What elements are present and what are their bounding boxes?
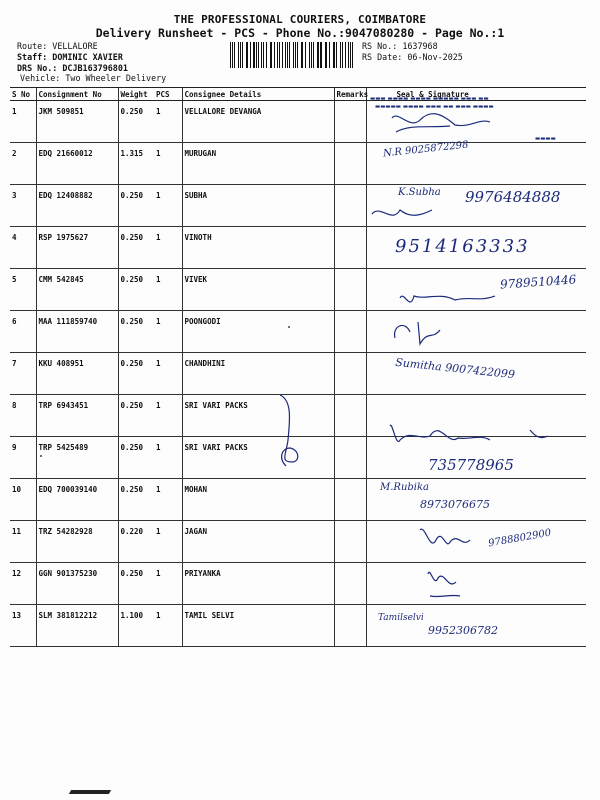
- cell-consignment: GGN 901375230: [36, 563, 118, 605]
- hw-row13-phone: 9952306782: [428, 624, 498, 637]
- cell-remarks: [334, 395, 366, 437]
- barcode-bar: [242, 42, 243, 68]
- hw-row11: 9788802900: [487, 527, 553, 550]
- cell-remarks: [334, 353, 366, 395]
- cell-consignment: EDQ 12408882: [36, 185, 118, 227]
- cell-remarks: [334, 521, 366, 563]
- cell-remarks: [334, 605, 366, 647]
- cell-pcs: 1: [154, 479, 182, 521]
- barcode-bar: [238, 42, 239, 68]
- cell-pcs: 1: [154, 269, 182, 311]
- cell-consignment: SLM 381812212: [36, 605, 118, 647]
- cell-weight: 0.250: [118, 437, 154, 479]
- hw-row10-phone: 735778965: [428, 456, 514, 474]
- col-signature: Seal & Signature: [366, 88, 586, 101]
- cell-weight: 0.250: [118, 227, 154, 269]
- cell-pcs: 1: [154, 143, 182, 185]
- barcode-bar: [261, 42, 262, 68]
- cell-weight: 0.250: [118, 395, 154, 437]
- cell-signature: [366, 521, 586, 563]
- cell-sno: 11: [10, 521, 36, 563]
- cell-sno: 10: [10, 479, 36, 521]
- barcode-bar: [352, 42, 353, 68]
- cell-remarks: [334, 437, 366, 479]
- drs-label: DRS No.: DCJB163796801: [17, 63, 128, 73]
- cell-remarks: [334, 143, 366, 185]
- cell-sno: 12: [10, 563, 36, 605]
- cell-consignment: TRP 6943451: [36, 395, 118, 437]
- cell-consignee: SRI VARI PACKS: [182, 437, 334, 479]
- cell-weight: 0.250: [118, 563, 154, 605]
- cell-consignment: TRP 5425489: [36, 437, 118, 479]
- cell-sno: 2: [10, 143, 36, 185]
- barcode-bar: [326, 42, 327, 68]
- barcode-bar: [302, 42, 303, 68]
- table-row: [10, 479, 586, 521]
- barcode-bar: [274, 42, 275, 68]
- hw-row10-number: 8973076675: [420, 498, 490, 511]
- cell-consignee: CHANDHINI: [182, 353, 334, 395]
- cell-consignee: JAGAN: [182, 521, 334, 563]
- cell-weight: 0.250: [118, 185, 154, 227]
- barcode: [230, 42, 356, 68]
- runsheet-subtitle: Delivery Runsheet - PCS - Phone No.:9047080280 - Page No.:1: [95, 26, 505, 40]
- seal-stamp-line2: ▬▬▬▬▬ ▬▬▬▬ ▬▬▬ ▬▬ ▬▬▬ ▬▬▬▬: [375, 104, 494, 110]
- hw-row4-phone: 9514163333: [395, 236, 530, 257]
- cell-remarks: [334, 185, 366, 227]
- cell-sno: 8: [10, 395, 36, 437]
- cell-weight: 0.250: [118, 101, 154, 143]
- footer-mark: [69, 790, 111, 794]
- barcode-bar: [305, 42, 306, 68]
- cell-consignment: JKM 509851: [36, 101, 118, 143]
- table-row: [10, 311, 586, 353]
- cell-remarks: [334, 227, 366, 269]
- cell-consignee: MOHAN: [182, 479, 334, 521]
- hw-row3-phone: 9976484888: [465, 188, 561, 206]
- cell-consignment: MAA 111859740: [36, 311, 118, 353]
- cell-consignment: TRZ 54282928: [36, 521, 118, 563]
- cell-consignee: VELLALORE DEVANGA: [182, 101, 334, 143]
- table-row: [10, 605, 586, 647]
- cell-sno: 7: [10, 353, 36, 395]
- cell-consignee: VINOTH: [182, 227, 334, 269]
- barcode-bar: [250, 42, 251, 68]
- cell-sno: 3: [10, 185, 36, 227]
- cell-pcs: 1: [154, 605, 182, 647]
- table-row: [10, 563, 586, 605]
- cell-consignee: SRI VARI PACKS: [182, 395, 334, 437]
- company-title: THE PROFESSIONAL COURIERS, COIMBATORE: [173, 13, 427, 26]
- hw-row2: N.R 9025872298: [382, 139, 469, 160]
- col-weight: Weight: [118, 88, 154, 101]
- cell-pcs: 1: [154, 563, 182, 605]
- table-header-row: [10, 88, 586, 101]
- cell-signature: [366, 311, 586, 353]
- cell-weight: 1.100: [118, 605, 154, 647]
- cell-pcs: 1: [154, 521, 182, 563]
- barcode-bar: [253, 42, 254, 68]
- col-pcs: PCS: [154, 88, 182, 101]
- cell-sno: 9: [10, 437, 36, 479]
- col-consignee: Consignee Details: [182, 88, 334, 101]
- cell-weight: 0.220: [118, 521, 154, 563]
- barcode-bar: [297, 42, 298, 68]
- cell-remarks: [334, 563, 366, 605]
- rs-date: RS Date: 06-Nov-2025: [362, 52, 463, 62]
- hw-row10-name: M.Rubika: [380, 482, 430, 493]
- barcode-bar: [285, 42, 286, 68]
- cell-consignee: PRIYANKA: [182, 563, 334, 605]
- cell-weight: 0.250: [118, 353, 154, 395]
- vehicle-label: Vehicle: Two Wheeler Delivery: [20, 73, 167, 83]
- cell-pcs: 1: [154, 311, 182, 353]
- barcode-bar: [340, 42, 341, 68]
- table-row: [10, 395, 586, 437]
- cell-sno: 1: [10, 101, 36, 143]
- cell-remarks: [334, 311, 366, 353]
- seal-stamp-mark: ▬▬▬▬: [535, 136, 556, 142]
- cell-pcs: 1: [154, 437, 182, 479]
- col-consignment: Consignment No: [36, 88, 118, 101]
- cell-consignee: SUBHA: [182, 185, 334, 227]
- cell-pcs: 1: [154, 185, 182, 227]
- cell-signature: [366, 395, 586, 437]
- cell-remarks: [334, 101, 366, 143]
- ink-dot: [40, 455, 42, 457]
- hw-row7: Sumitha 9007422099: [394, 355, 516, 382]
- cell-sno: 5: [10, 269, 36, 311]
- rs-number: RS No.: 1637968: [362, 41, 438, 51]
- barcode-bar: [348, 42, 349, 68]
- barcode-bar: [277, 42, 278, 68]
- cell-sno: 4: [10, 227, 36, 269]
- cell-sno: 13: [10, 605, 36, 647]
- table-row: [10, 101, 586, 143]
- cell-consignment: RSP 1975627: [36, 227, 118, 269]
- seal-stamp: ▬▬▬ ▬▬▬▬ ▬▬▬▬ ▬▬▬▬▬ ▬▬▬ ▬▬: [370, 96, 489, 102]
- col-sno: S No: [10, 88, 36, 101]
- cell-consignment: EDQ 700039140: [36, 479, 118, 521]
- barcode-bar: [289, 42, 290, 68]
- cell-consignment: EDQ 21660012: [36, 143, 118, 185]
- cell-sno: 6: [10, 311, 36, 353]
- staff-label: Staff: DOMINIC XAVIER: [17, 52, 123, 62]
- barcode-bar: [336, 42, 337, 68]
- cell-weight: 0.250: [118, 269, 154, 311]
- barcode-bar: [329, 42, 330, 68]
- hw-row13-name: Tamilselvi: [378, 613, 424, 623]
- cell-pcs: 1: [154, 227, 182, 269]
- cell-consignment: KKU 408951: [36, 353, 118, 395]
- cell-consignee: TAMIL SELVI: [182, 605, 334, 647]
- cell-weight: 0.250: [118, 479, 154, 521]
- cell-pcs: 1: [154, 101, 182, 143]
- barcode-bar: [230, 42, 231, 68]
- cell-consignee: VIVEK: [182, 269, 334, 311]
- barcode-bar: [266, 42, 267, 68]
- cell-signature: [366, 563, 586, 605]
- cell-consignee: POONGODI: [182, 311, 334, 353]
- hw-row3-name: K.Subha: [398, 187, 441, 198]
- cell-weight: 1.315: [118, 143, 154, 185]
- cell-pcs: 1: [154, 395, 182, 437]
- hw-row5-phone: 9789510446: [499, 272, 577, 292]
- cell-weight: 0.250: [118, 311, 154, 353]
- cell-remarks: [334, 479, 366, 521]
- barcode-bar: [320, 42, 321, 68]
- barcode-bar: [313, 42, 314, 68]
- ink-dot: [288, 326, 290, 328]
- cell-pcs: 1: [154, 353, 182, 395]
- table-row: [10, 143, 586, 185]
- route-label: Route: VELLALORE: [17, 41, 98, 51]
- cell-consignment: CMM 542845: [36, 269, 118, 311]
- cell-remarks: [334, 269, 366, 311]
- col-remarks: Remarks: [334, 88, 366, 101]
- cell-consignee: MURUGAN: [182, 143, 334, 185]
